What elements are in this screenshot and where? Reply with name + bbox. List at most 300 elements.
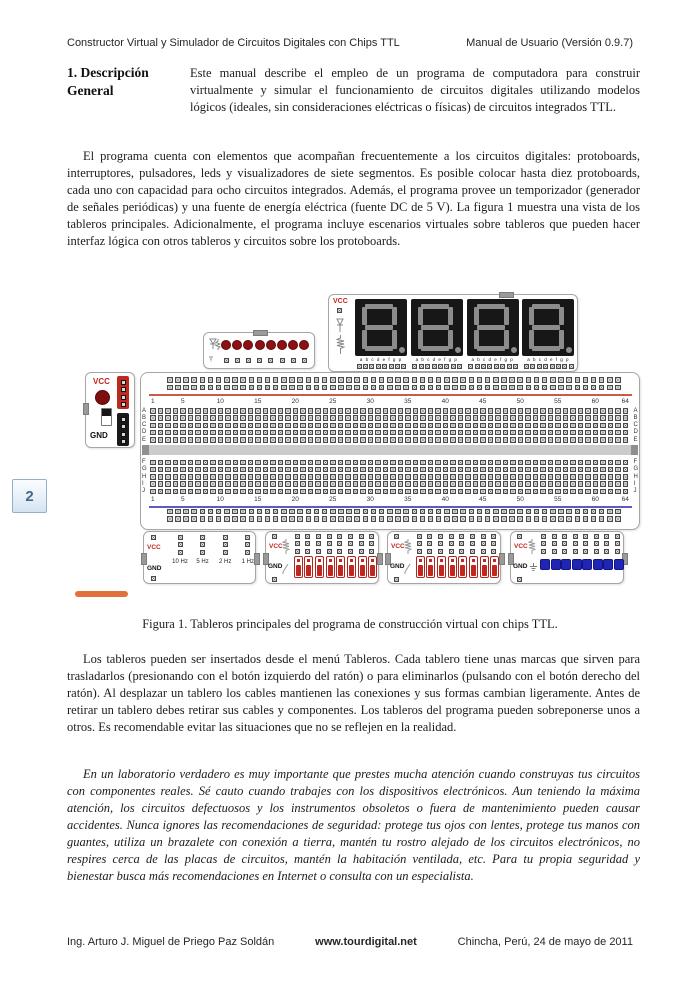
- rail-hole: [469, 509, 475, 515]
- rail-hole: [428, 516, 434, 522]
- breadboard-hole: [330, 489, 336, 495]
- breadboard-hole: [293, 467, 299, 473]
- breadboard-hole: [435, 437, 441, 443]
- segment-labels: a b c d e f g p: [471, 357, 514, 362]
- seven-segment-digit: [467, 299, 519, 356]
- push-button: [561, 559, 571, 570]
- breadboard-hole: [548, 467, 554, 473]
- rail-hole: [607, 377, 613, 383]
- segment-e: [418, 330, 423, 349]
- rail-hole: [566, 509, 572, 515]
- breadboard-hole: [255, 481, 261, 487]
- breadboard-hole: [608, 460, 614, 466]
- rail-hole: [208, 509, 214, 515]
- breadboard-hole: [578, 437, 584, 443]
- breadboard-hole: [233, 415, 239, 421]
- board-pin: [594, 549, 599, 554]
- rail-hole: [599, 509, 605, 515]
- rail-hole: [306, 509, 312, 515]
- breadboard-hole: [323, 437, 329, 443]
- breadboard-hole: [263, 474, 269, 480]
- breadboard-hole: [210, 430, 216, 436]
- breadboard-hole: [360, 467, 366, 473]
- breadboard-hole: [360, 430, 366, 436]
- breadboard-hole: [338, 481, 344, 487]
- breadboard-hole: [248, 467, 254, 473]
- column-number: 10: [216, 397, 224, 405]
- breadboard-hole: [608, 430, 614, 436]
- breadboard-hole: [398, 415, 404, 421]
- breadboard-hole: [360, 408, 366, 414]
- vcc-label: VCC: [514, 543, 528, 550]
- board-pin: [369, 541, 374, 546]
- switch-lever: [338, 565, 343, 576]
- breadboard-hole: [248, 481, 254, 487]
- rail-hole: [183, 509, 189, 515]
- drag-handle: [83, 403, 89, 415]
- frequency-label: 1 Hz: [241, 559, 254, 565]
- rail-hole: [191, 516, 197, 522]
- board-pin: [481, 534, 486, 539]
- breadboard-hole: [285, 474, 291, 480]
- gnd-label: GND: [390, 563, 405, 570]
- switch-lever: [317, 565, 322, 576]
- board-pin: [459, 549, 464, 554]
- seven-segment-display-board: [328, 294, 578, 372]
- breadboard-hole: [353, 415, 359, 421]
- board-pin: [337, 541, 342, 546]
- breadboard-hole: [345, 408, 351, 414]
- breadboard-hole: [315, 460, 321, 466]
- rail-hole: [436, 377, 442, 383]
- breadboard-hole: [248, 489, 254, 495]
- breadboard-hole: [435, 489, 441, 495]
- breadboard-hole: [248, 423, 254, 429]
- segment-c: [559, 330, 564, 349]
- rail-hole: [583, 385, 589, 391]
- rail-hole: [542, 377, 548, 383]
- rail-hole: [607, 516, 613, 522]
- breadboard-hole: [503, 437, 509, 443]
- column-number: 30: [366, 397, 374, 405]
- breadboard-hole: [158, 408, 164, 414]
- rail-hole: [354, 516, 360, 522]
- board-pin: [573, 541, 578, 546]
- breadboard-hole: [518, 437, 524, 443]
- breadboard-hole: [360, 415, 366, 421]
- rail-hole: [550, 516, 556, 522]
- breadboard-hole: [315, 437, 321, 443]
- rail-hole: [232, 516, 238, 522]
- rail-hole: [452, 516, 458, 522]
- rail-hole: [273, 377, 279, 383]
- breadboard-hole: [600, 408, 606, 414]
- rail-hole: [412, 385, 418, 391]
- breadboard-hole: [390, 467, 396, 473]
- rail-hole: [249, 516, 255, 522]
- seguridad-paragraph: En un laboratorio verdadero es muy importante que prestes mucha atención cuando construyas tus circuitos con componentes reales. Sé cauto cuando trabajes con los dispositivos electrónicos. Aun teniendo la máxima atención, los circuitos defectuosos y los instrumentos obsoletos o fuera de mantenimiento pueden causar accidentes. Nunca ignores las recomendaciones de seguridad: protege tus ojos con lentes, protege tus manos con guantes, utiliza un brazalete con conexión a tierra, mantén tu rostro alejado de los circuitos electrónicos, no respires cerca de las placas de circuitos, mantén la habitación ventilada, etc. Para tu propia seguridad y bienestar busca más recomendaciones en Internet o consulta con un especialista.: [67, 767, 640, 883]
- breadboard-hole: [398, 437, 404, 443]
- board-pin: [470, 534, 475, 539]
- board-pin: [573, 549, 578, 554]
- breadboard-hole: [390, 460, 396, 466]
- board-pin: [449, 541, 454, 546]
- column-number: 20: [291, 397, 299, 405]
- breadboard-hole: [533, 430, 539, 436]
- breadboard-hole: [608, 415, 614, 421]
- breadboard-hole: [600, 430, 606, 436]
- breadboard-hole: [510, 489, 516, 495]
- rail-hole: [191, 377, 197, 383]
- drag-handle: [499, 553, 505, 565]
- decimal-point: [566, 347, 572, 353]
- breadboard-hole: [173, 423, 179, 429]
- breadboard-hole: [353, 437, 359, 443]
- breadboard-hole: [218, 408, 224, 414]
- breadboard-hole: [173, 489, 179, 495]
- breadboard-hole: [293, 489, 299, 495]
- breadboard-hole: [270, 460, 276, 466]
- rail-hole: [338, 377, 344, 383]
- breadboard-hole: [270, 408, 276, 414]
- board-pin: [427, 534, 432, 539]
- breadboard-hole: [458, 481, 464, 487]
- rail-hole: [444, 516, 450, 522]
- breadboard-hole: [240, 415, 246, 421]
- breadboard-hole: [158, 489, 164, 495]
- rail-hole: [436, 516, 442, 522]
- rail-hole: [599, 377, 605, 383]
- rail-hole: [575, 509, 581, 515]
- breadboard-hole: [150, 474, 156, 480]
- breadboard-hole: [338, 423, 344, 429]
- rail-hole: [249, 377, 255, 383]
- rail-hole: [265, 377, 271, 383]
- breadboard-hole: [450, 423, 456, 429]
- breadboard-hole: [608, 437, 614, 443]
- breadboard-hole: [203, 430, 209, 436]
- board-pin: [295, 541, 300, 546]
- breadboard-hole: [510, 474, 516, 480]
- rail-hole: [469, 516, 475, 522]
- breadboard-hole: [615, 430, 621, 436]
- breadboard-hole: [308, 474, 314, 480]
- breadboard-hole: [420, 408, 426, 414]
- board-pin: [552, 549, 557, 554]
- rail-hole: [460, 385, 466, 391]
- breadboard-hole: [308, 423, 314, 429]
- breadboard-hole: [375, 467, 381, 473]
- breadboard-hole: [180, 474, 186, 480]
- breadboard-hole: [263, 430, 269, 436]
- breadboard-hole: [270, 467, 276, 473]
- rail-hole: [387, 516, 393, 522]
- push-button: [572, 559, 582, 570]
- board-pin: [541, 549, 546, 554]
- rail-hole: [566, 377, 572, 383]
- breadboard-hole: [443, 408, 449, 414]
- rail-hole: [550, 385, 556, 391]
- breadboard-hole: [525, 430, 531, 436]
- rail-hole: [591, 516, 597, 522]
- breadboard-hole: [300, 489, 306, 495]
- breadboard-hole: [240, 423, 246, 429]
- push-button: [614, 559, 624, 570]
- breadboard-hole: [405, 467, 411, 473]
- breadboard-hole: [600, 415, 606, 421]
- breadboard-hole: [248, 430, 254, 436]
- breadboard-hole: [225, 423, 231, 429]
- breadboard-hole: [578, 481, 584, 487]
- rail-hole: [485, 509, 491, 515]
- row-letter: G: [633, 466, 639, 473]
- breadboard-hole: [368, 408, 374, 414]
- rail-hole: [387, 377, 393, 383]
- connector-pin: [121, 387, 126, 392]
- board-pin: [541, 534, 546, 539]
- board-pin: [246, 358, 251, 363]
- breadboard-hole: [420, 423, 426, 429]
- rail-hole: [232, 385, 238, 391]
- board-pin: [487, 364, 492, 369]
- rail-hole: [379, 377, 385, 383]
- column-number: 60: [591, 397, 599, 405]
- rail-hole: [379, 385, 385, 391]
- breadboard-hole: [428, 423, 434, 429]
- push-button: [540, 559, 550, 570]
- breadboard-hole: [323, 415, 329, 421]
- rail-hole: [371, 385, 377, 391]
- board-pin: [449, 549, 454, 554]
- rail-hole: [257, 385, 263, 391]
- breadboard-hole: [428, 481, 434, 487]
- breadboard-hole: [518, 474, 524, 480]
- breadboard-hole: [570, 467, 576, 473]
- breadboard-hole: [510, 460, 516, 466]
- row-letter: F: [142, 459, 146, 465]
- section-heading: 1. Descripción General: [67, 65, 149, 98]
- board-pin: [615, 541, 620, 546]
- breadboard-hole: [263, 481, 269, 487]
- rail-hole: [395, 516, 401, 522]
- breadboard-hole: [203, 460, 209, 466]
- breadboard-hole: [225, 415, 231, 421]
- toggle-switch: [304, 556, 313, 578]
- breadboard-hole: [210, 481, 216, 487]
- breadboard-hole: [570, 430, 576, 436]
- breadboard-hole: [210, 408, 216, 414]
- breadboard-hole: [383, 415, 389, 421]
- board-pin: [363, 364, 368, 369]
- breadboard-hole: [555, 437, 561, 443]
- breadboard-hole: [570, 415, 576, 421]
- breadboard-hole: [518, 460, 524, 466]
- footer-author: Ing. Arturo J. Miguel de Priego Paz Soldán: [67, 936, 275, 948]
- breadboard-hole: [255, 437, 261, 443]
- breadboard-hole: [383, 430, 389, 436]
- board-pin: [295, 534, 300, 539]
- rail-hole: [485, 377, 491, 383]
- breadboard-hole: [398, 481, 404, 487]
- breadboard-hole: [615, 474, 621, 480]
- intro-paragraph: Este manual describe el empleo de un programa de computadora para construir virtualmente y simular el funcionamiento de circuitos digitales utilizando modelos lógicos (ideales, sin consideraciones eléctricas o físicas) de circuitos integrados TTL.: [190, 66, 640, 114]
- breadboard-hole: [585, 408, 591, 414]
- rail-hole: [583, 509, 589, 515]
- board-pin: [337, 308, 342, 313]
- rail-hole: [452, 385, 458, 391]
- breadboard-hole: [338, 437, 344, 443]
- breadboard-hole: [368, 474, 374, 480]
- board-pin: [615, 534, 620, 539]
- breadboard-hole: [578, 489, 584, 495]
- rail-hole: [509, 516, 515, 522]
- gnd-label: GND: [90, 431, 108, 440]
- breadboard-hole: [488, 489, 494, 495]
- rail-hole: [575, 516, 581, 522]
- connector-pin: [121, 432, 126, 437]
- breadboard-hole: [158, 467, 164, 473]
- breadboard-hole: [375, 408, 381, 414]
- board-pin: [327, 534, 332, 539]
- breadboard-hole: [345, 415, 351, 421]
- rail-hole: [224, 509, 230, 515]
- breadboard-hole: [458, 467, 464, 473]
- breadboard-hole: [263, 489, 269, 495]
- breadboard-hole: [488, 437, 494, 443]
- breadboard-hole: [540, 460, 546, 466]
- breadboard-hole: [563, 489, 569, 495]
- rail-hole: [469, 385, 475, 391]
- breadboard-hole: [248, 415, 254, 421]
- rail-hole: [526, 516, 532, 522]
- drag-handle: [499, 292, 514, 298]
- breadboard-hole: [518, 467, 524, 473]
- board-pin: [494, 364, 499, 369]
- breadboard-hole: [233, 489, 239, 495]
- breadboard-hole: [263, 423, 269, 429]
- breadboard-hole: [473, 423, 479, 429]
- breadboard-hole: [495, 408, 501, 414]
- breadboard-hole: [285, 430, 291, 436]
- rail-hole: [477, 385, 483, 391]
- breadboard-hole: [420, 481, 426, 487]
- breadboard-hole: [383, 423, 389, 429]
- rail-hole: [583, 516, 589, 522]
- breadboard-hole: [585, 430, 591, 436]
- column-number: 5: [180, 397, 185, 405]
- board-pin: [337, 534, 342, 539]
- rail-hole: [289, 377, 295, 383]
- rail-hole: [175, 385, 181, 391]
- breadboard-hole: [593, 408, 599, 414]
- breadboard-hole: [435, 423, 441, 429]
- center-channel: [142, 445, 638, 455]
- switch-lever: [460, 565, 465, 576]
- breadboard-hole: [428, 460, 434, 466]
- breadboard-hole: [473, 481, 479, 487]
- power-switch: [101, 408, 112, 426]
- breadboard-hole: [210, 489, 216, 495]
- rail-hole: [322, 377, 328, 383]
- rail-hole: [273, 516, 279, 522]
- breadboard-hole: [195, 481, 201, 487]
- toggle-switch: [416, 556, 425, 578]
- breadboard-hole: [225, 460, 231, 466]
- breadboard-hole: [563, 481, 569, 487]
- breadboard-hole: [405, 423, 411, 429]
- breadboard-hole: [450, 489, 456, 495]
- breadboard-hole: [615, 408, 621, 414]
- column-number: 60: [591, 495, 599, 503]
- rail-hole: [314, 509, 320, 515]
- rail-hole: [281, 385, 287, 391]
- rail-hole: [403, 509, 409, 515]
- breadboard-hole: [473, 415, 479, 421]
- breadboard-hole: [150, 467, 156, 473]
- board-pin: [369, 534, 374, 539]
- breadboard-hole: [623, 481, 629, 487]
- breadboard-hole: [218, 430, 224, 436]
- rail-hole: [322, 509, 328, 515]
- breadboard-hole: [210, 423, 216, 429]
- column-number: 5: [180, 495, 185, 503]
- board-pin: [481, 364, 486, 369]
- breadboard-hole: [623, 489, 629, 495]
- breadboard-hole: [218, 489, 224, 495]
- rail-hole: [501, 509, 507, 515]
- segment-a: [421, 304, 449, 309]
- breadboard-hole: [158, 430, 164, 436]
- breadboard-hole: [375, 430, 381, 436]
- switch-bank-board: [265, 531, 379, 584]
- breadboard-hole: [255, 467, 261, 473]
- breadboard-hole: [465, 437, 471, 443]
- rail-hole: [379, 509, 385, 515]
- breadboard-hole: [570, 460, 576, 466]
- rail-hole: [444, 385, 450, 391]
- breadboard-hole: [510, 408, 516, 414]
- breadboard-hole: [488, 467, 494, 473]
- breadboard-hole: [270, 430, 276, 436]
- breadboard-hole: [188, 430, 194, 436]
- breadboard-hole: [413, 474, 419, 480]
- breadboard-hole: [270, 437, 276, 443]
- breadboard-hole: [405, 481, 411, 487]
- breadboard-hole: [585, 415, 591, 421]
- row-letter: D: [633, 429, 638, 436]
- breadboard-hole: [585, 474, 591, 480]
- rail-hole: [395, 377, 401, 383]
- column-number: 40: [441, 397, 449, 405]
- switch-lever: [418, 565, 423, 576]
- board-pin: [401, 364, 406, 369]
- breadboard-hole: [330, 423, 336, 429]
- breadboard-hole: [203, 408, 209, 414]
- breadboard-hole: [330, 474, 336, 480]
- breadboard-hole: [473, 467, 479, 473]
- board-pin: [459, 534, 464, 539]
- breadboard-hole: [300, 437, 306, 443]
- breadboard-hole: [473, 437, 479, 443]
- breadboard-hole: [195, 423, 201, 429]
- vcc-pin: [517, 534, 522, 539]
- breadboard-hole: [293, 437, 299, 443]
- breadboard-hole: [390, 415, 396, 421]
- board-pin: [594, 541, 599, 546]
- breadboard-hole: [623, 415, 629, 421]
- board-pin: [305, 549, 310, 554]
- breadboard-hole: [465, 481, 471, 487]
